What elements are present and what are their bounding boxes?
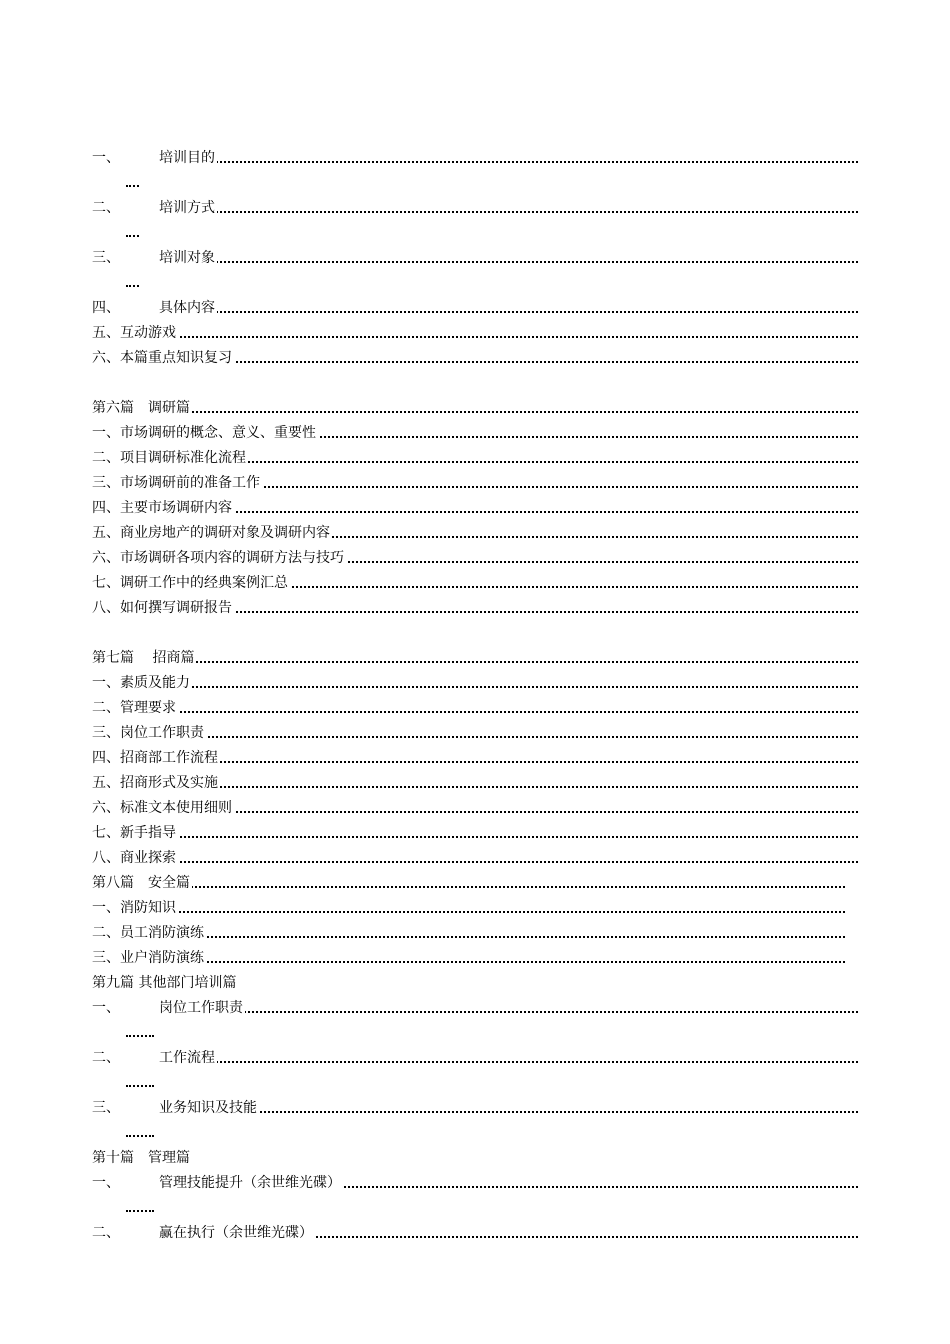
toc-entry-title: 五、互动游戏 <box>92 325 176 341</box>
dot-leader <box>92 836 858 838</box>
dot-leader <box>92 861 858 863</box>
dot-leader <box>126 1027 154 1037</box>
toc-entry-label <box>92 900 178 916</box>
dot-leader <box>126 1127 154 1137</box>
toc-entry-label <box>92 350 234 366</box>
toc-entry[interactable] <box>92 571 858 596</box>
toc-entry[interactable] <box>92 921 845 946</box>
toc-entry-label <box>92 1225 315 1241</box>
toc-entry[interactable] <box>92 146 858 171</box>
toc-entry[interactable] <box>92 1096 858 1121</box>
dot-leader <box>92 711 858 713</box>
toc-entry-title: 第七篇 招商篇 <box>92 650 195 666</box>
toc-entry-label <box>92 925 206 941</box>
dot-leader <box>92 686 858 688</box>
toc-entry-label <box>92 575 290 591</box>
toc-entry-number: 四、 <box>92 300 120 316</box>
toc-entry-title: 培训对象 <box>159 250 215 266</box>
toc-entry-number: 二、 <box>92 1225 120 1241</box>
toc-entry-label <box>92 650 196 666</box>
toc-entry-title: 六、本篇重点知识复习 <box>92 350 232 366</box>
toc-entry[interactable] <box>92 846 858 871</box>
toc-entry-title: 八、如何撰写调研报告 <box>92 600 232 616</box>
toc-entry[interactable] <box>92 746 858 771</box>
toc-entry[interactable] <box>92 1171 858 1196</box>
toc-entry-label <box>92 325 178 341</box>
toc-entry[interactable] <box>92 346 858 371</box>
toc-entry-number: 三、 <box>92 250 120 266</box>
dot-leader <box>92 736 858 738</box>
toc-entry-title: 管理技能提升（余世维光碟） <box>159 1175 341 1191</box>
toc-entry-label <box>92 750 220 766</box>
toc-entry[interactable] <box>92 396 858 421</box>
dot-leader <box>92 886 845 888</box>
toc-entry-leader-continuation <box>126 1121 858 1146</box>
toc-entry[interactable] <box>92 521 858 546</box>
toc-entry-number: 一、 <box>92 1000 120 1016</box>
toc-entry[interactable] <box>92 196 858 221</box>
dot-leader <box>126 177 139 187</box>
dot-leader <box>126 1077 154 1087</box>
toc-entry[interactable] <box>92 671 858 696</box>
toc-entry[interactable] <box>92 696 858 721</box>
toc-entry-label <box>92 525 332 541</box>
toc-entry-title: 八、商业探索 <box>92 850 176 866</box>
toc-entry-label <box>92 975 238 991</box>
toc-entry-title: 工作流程 <box>159 1050 215 1066</box>
toc-entry[interactable] <box>92 496 858 521</box>
toc-entry-title: 一、素质及能力 <box>92 675 190 691</box>
toc-entry-label <box>92 800 234 816</box>
toc-entry-number: 一、 <box>92 1175 120 1191</box>
toc-entry-title: 二、管理要求 <box>92 700 176 716</box>
toc-entry-title: 四、招商部工作流程 <box>92 750 218 766</box>
toc-entry[interactable] <box>92 596 858 621</box>
toc-entry[interactable] <box>92 871 845 896</box>
toc-entry-leader-continuation <box>126 171 858 196</box>
toc-entry-title: 业务知识及技能 <box>159 1100 257 1116</box>
toc-entry[interactable] <box>92 296 858 321</box>
toc-entry[interactable] <box>92 546 858 571</box>
toc-entry[interactable] <box>92 421 858 446</box>
toc-entry-title: 三、业户消防演练 <box>92 950 204 966</box>
toc-entry[interactable] <box>92 246 858 271</box>
toc-entry-leader-continuation <box>126 1196 858 1221</box>
toc-entry-title: 五、招商形式及实施 <box>92 775 218 791</box>
toc-entry-leader-continuation <box>126 221 858 246</box>
dot-leader <box>126 277 139 287</box>
toc-entry-label <box>92 1050 217 1066</box>
toc-entry-label <box>92 950 206 966</box>
toc-entry-label <box>92 1100 259 1116</box>
toc-entry-label <box>92 1175 343 1191</box>
toc-entry[interactable] <box>92 446 858 471</box>
toc-entry-title: 具体内容 <box>159 300 215 316</box>
toc-entry-label <box>92 250 217 266</box>
toc-entry-label <box>92 700 178 716</box>
toc-entry-title: 六、标准文本使用细则 <box>92 800 232 816</box>
toc-entry[interactable] <box>92 646 858 671</box>
toc-entry[interactable] <box>92 821 858 846</box>
toc-entry[interactable] <box>92 1221 858 1246</box>
toc-entry-title: 四、主要市场调研内容 <box>92 500 232 516</box>
toc-entry-label <box>92 450 248 466</box>
toc-entry-label <box>92 850 178 866</box>
toc-entry-title: 五、商业房地产的调研对象及调研内容 <box>92 525 330 541</box>
toc-entry-title: 二、项目调研标准化流程 <box>92 450 246 466</box>
toc-entry-title: 培训目的 <box>159 150 215 166</box>
toc-entry-title: 二、员工消防演练 <box>92 925 204 941</box>
toc-entry-label <box>92 775 220 791</box>
toc-entry[interactable] <box>92 721 858 746</box>
toc-entry-number: 二、 <box>92 200 120 216</box>
toc-entry-title: 七、新手指导 <box>92 825 176 841</box>
toc-entry-label <box>92 500 234 516</box>
toc-entry-label <box>92 600 234 616</box>
toc-entry[interactable] <box>92 896 845 921</box>
toc-entry-title: 六、市场调研各项内容的调研方法与技巧 <box>92 550 344 566</box>
toc-entry[interactable] <box>92 471 858 496</box>
toc-entry-label <box>92 300 217 316</box>
toc-entry[interactable] <box>92 1146 858 1171</box>
dot-leader <box>126 1202 154 1212</box>
toc-entry-title: 三、市场调研前的准备工作 <box>92 475 260 491</box>
toc-entry[interactable] <box>92 771 858 796</box>
dot-leader <box>92 411 858 413</box>
toc-entry-number: 二、 <box>92 1050 120 1066</box>
toc-entry[interactable] <box>92 321 858 346</box>
toc-entry-title: 三、岗位工作职责 <box>92 725 204 741</box>
toc-entry[interactable] <box>92 996 858 1021</box>
toc-entry[interactable] <box>92 1046 858 1071</box>
toc-entry-leader-continuation <box>126 271 858 296</box>
toc-entry-title: 一、消防知识 <box>92 900 176 916</box>
toc-entry-label <box>92 150 217 166</box>
toc-entry-label <box>92 1000 245 1016</box>
toc-entry-label <box>92 400 192 416</box>
toc-entry-leader-continuation <box>126 1071 858 1096</box>
toc-entry-title: 赢在执行（余世维光碟） <box>159 1225 313 1241</box>
toc-entry-label <box>92 550 346 566</box>
dot-leader <box>92 336 858 338</box>
toc-entry-label <box>92 825 178 841</box>
toc-entry-number: 三、 <box>92 1100 120 1116</box>
toc-entry-label <box>92 200 217 216</box>
table-of-contents <box>92 146 858 1246</box>
toc-entry-label <box>92 675 192 691</box>
toc-entry-leader-continuation <box>126 1021 858 1046</box>
toc-entry-title: 第六篇 调研篇 <box>92 400 190 416</box>
toc-entry-label <box>92 1150 192 1166</box>
toc-entry[interactable] <box>92 971 858 996</box>
toc-entry-label <box>92 475 262 491</box>
toc-entry-title: 第九篇 其他部门培训篇 <box>92 975 237 991</box>
dot-leader <box>92 661 858 663</box>
dot-leader <box>126 227 139 237</box>
toc-entry[interactable] <box>92 796 858 821</box>
toc-entry-title: 第八篇 安全篇 <box>92 875 190 891</box>
toc-entry-label <box>92 425 318 441</box>
toc-entry-title: 七、调研工作中的经典案例汇总 <box>92 575 288 591</box>
dot-leader <box>92 911 845 913</box>
toc-entry-label <box>92 725 206 741</box>
toc-entry-number: 一、 <box>92 150 120 166</box>
toc-entry-title: 一、市场调研的概念、意义、重要性 <box>92 425 316 441</box>
toc-entry[interactable] <box>92 946 845 971</box>
toc-entry-label <box>92 875 192 891</box>
toc-entry-title: 岗位工作职责 <box>159 1000 243 1016</box>
toc-entry-title: 培训方式 <box>159 200 215 216</box>
toc-entry-title: 第十篇 管理篇 <box>92 1150 190 1166</box>
